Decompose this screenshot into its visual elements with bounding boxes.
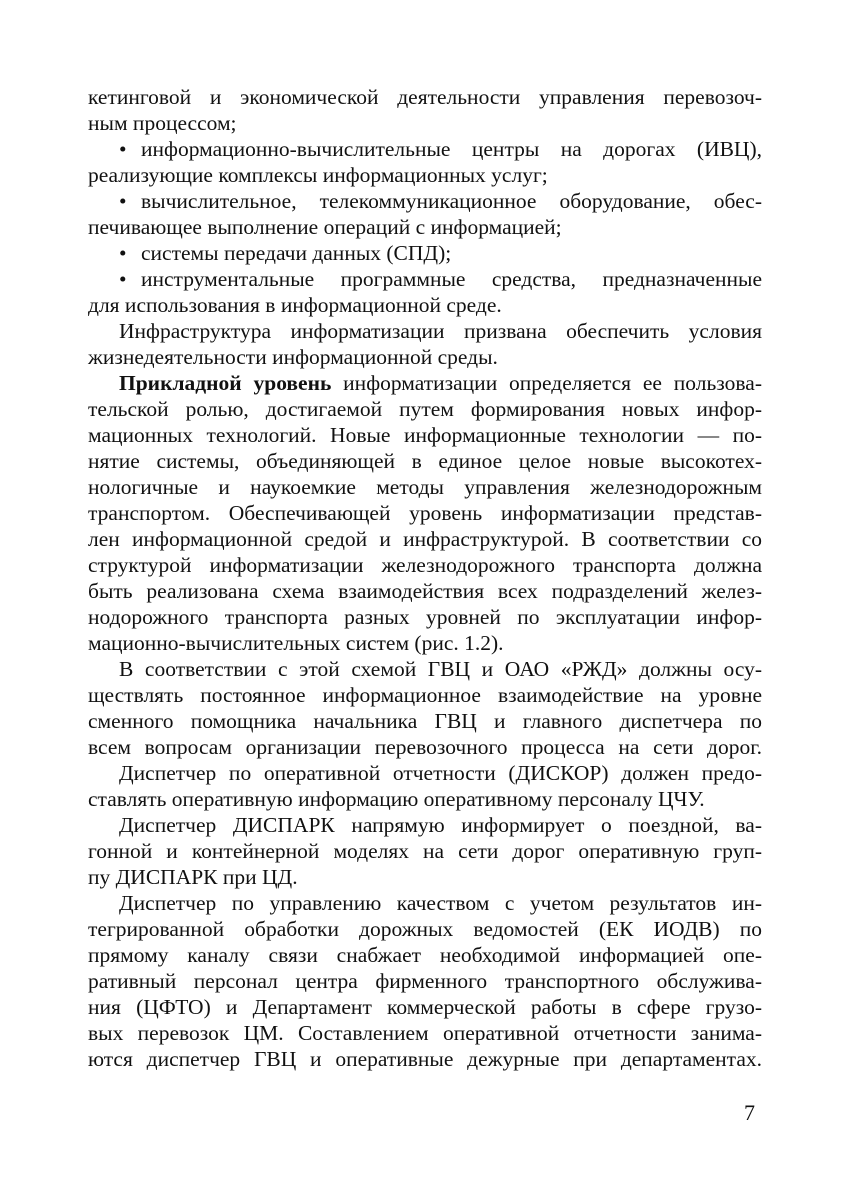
text-line: сменного помощника начальника ГВЦ и главного диспетчера по [88, 709, 762, 733]
text-line: вых перевозок ЦМ. Составлением оперативной отчетности занима- [88, 1021, 762, 1045]
bullet-item [88, 240, 762, 266]
bullet-item [88, 136, 762, 162]
text-run: информатизации определяется ее пользова- [331, 371, 762, 395]
text-line: тельской ролью, достигаемой путем формирования новых инфор- [88, 397, 762, 421]
text-line: ставлять оперативную информацию оперативному персоналу ЦЧУ. [88, 787, 705, 811]
text-line: ществлять постоянное информационное взаимодействие на уровне [88, 683, 762, 707]
bullet-text: инструментальные программные средства, предназначенные [141, 267, 762, 291]
text-line: всем вопросам организации перевозочного процесса на сети дорог. [88, 735, 762, 759]
text-line: мационно-вычислительных систем (рис. 1.2). [88, 631, 504, 655]
bullet-icon: • [119, 267, 127, 291]
text-line: В соответствии с этой схемой ГВЦ и ОАО «РЖД» должны осу- [119, 657, 762, 681]
text-line: ративный персонал центра фирменного транспортного обслужива- [88, 969, 762, 993]
text-line: кетинговой и экономической деятельности управления перевозоч- [88, 85, 762, 109]
bullet-text: системы передачи данных (СПД); [141, 241, 452, 265]
text-line: ния (ЦФТО) и Департамент коммерческой работы в сфере грузо- [88, 995, 762, 1019]
text-line: транспортом. Обеспечивающей уровень информатизации представ- [88, 501, 762, 525]
text-line: пу ДИСПАРК при ЦД. [88, 865, 298, 889]
text-line: нятие системы, объединяющей в единое целое новые высокотех- [88, 449, 762, 473]
text-line [88, 370, 762, 396]
bullet-icon: • [119, 241, 127, 265]
bullet-icon: • [119, 189, 127, 213]
text-line: для использования в информационной среде. [88, 293, 502, 317]
text-line: печивающее выполнение операций с информацией; [88, 215, 562, 239]
text-line: прямому каналу связи снабжает необходимой информацией опе- [88, 943, 762, 967]
text-line: структурой информатизации железнодорожного транспорта должна [88, 553, 762, 577]
text-line: жизнедеятельности информационной среды. [88, 345, 498, 369]
text-line: нодорожного транспорта разных уровней по эксплуатации инфор- [88, 605, 762, 629]
bullet-icon: • [119, 137, 127, 161]
text-line: гонной и контейнерной моделях на сети дорог оперативную груп- [88, 839, 762, 863]
bullet-text: информационно-вычислительные центры на дорогах (ИВЦ), [141, 137, 762, 161]
page-number: 7 [744, 1100, 755, 1125]
text-line: Диспетчер ДИСПАРК напрямую информирует о поездной, ва- [119, 813, 762, 837]
text-line: тегрированной обработки дорожных ведомостей (ЕК ИОДВ) по [88, 917, 762, 941]
text-line: мационных технологий. Новые информационные технологии — по- [88, 423, 762, 447]
text-line: ются диспетчер ГВЦ и оперативные дежурные при департаментах. [88, 1047, 762, 1071]
page-body [88, 84, 762, 1072]
term-applied-level: Прикладной уровень [119, 371, 332, 395]
text-line: Инфраструктура информатизации призвана обеспечить условия [119, 319, 762, 343]
text-line: нологичные и наукоемкие методы управления железнодорожным [88, 475, 762, 499]
text-line: быть реализована схема взаимодействия всех подразделений желез- [88, 579, 762, 603]
text-line: Диспетчер по управлению качеством с учетом результатов ин- [119, 891, 762, 915]
text-line: лен информационной средой и инфраструктурой. В соответствии со [88, 527, 762, 551]
bullet-text: вычислительное, телекоммуникационное оборудование, обес- [141, 189, 762, 213]
text-line: ным процессом; [88, 111, 237, 135]
bullet-item [88, 188, 762, 214]
bullet-item [88, 266, 762, 292]
text-line: Диспетчер по оперативной отчетности (ДИСКОР) должен предо- [119, 761, 762, 785]
text-line: реализующие комплексы информационных услуг; [88, 163, 548, 187]
